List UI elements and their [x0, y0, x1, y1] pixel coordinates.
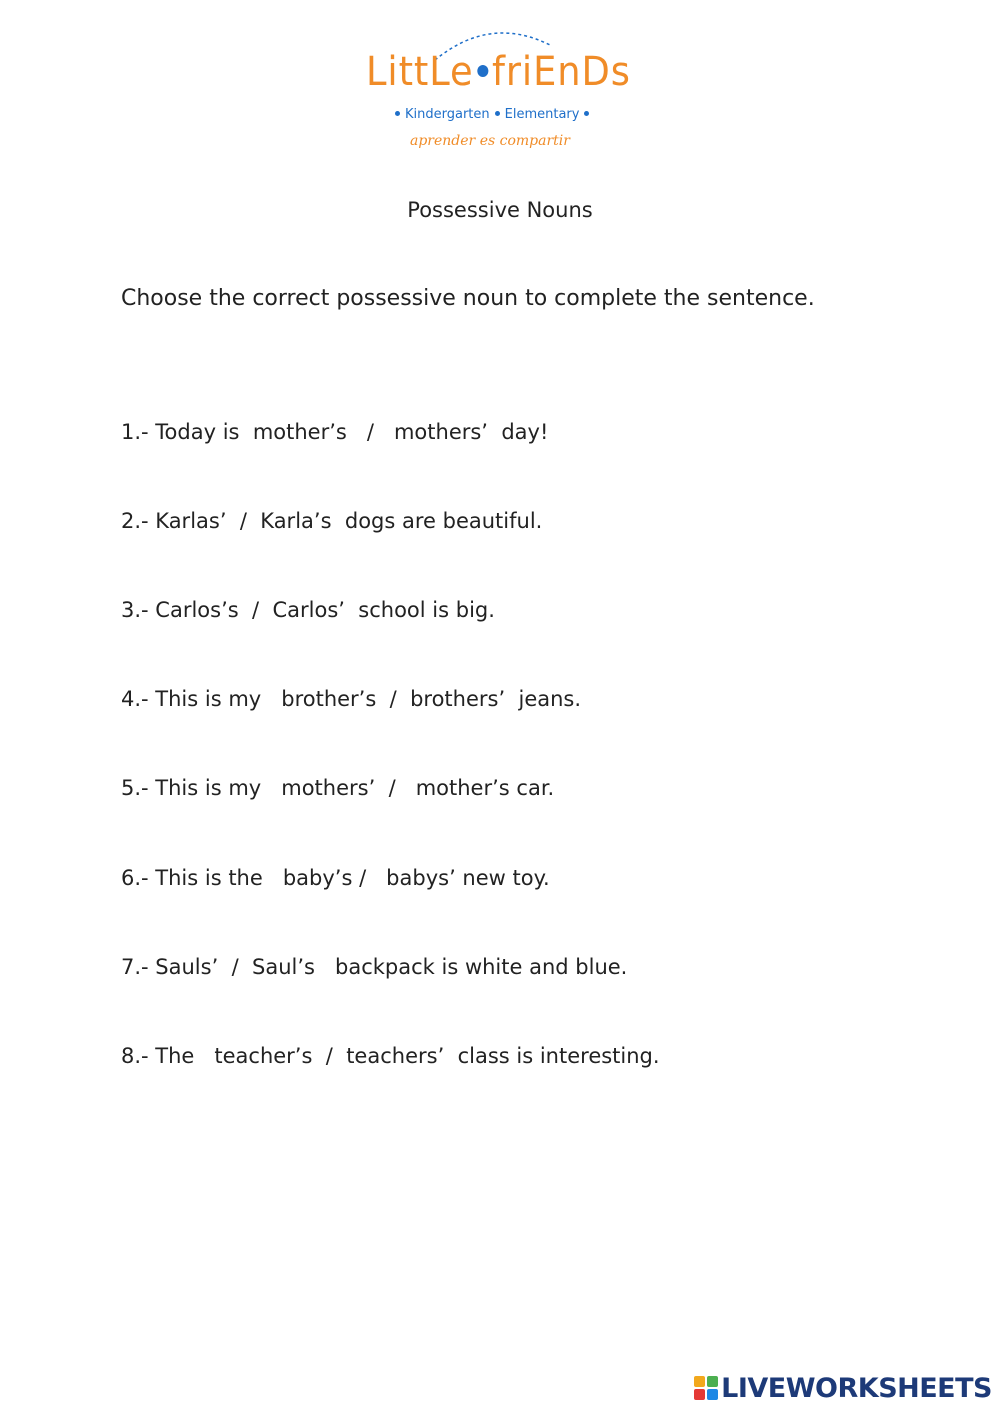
- bullet-icon: [584, 111, 589, 116]
- question-6: 6.- This is the baby’s / babys’ new toy.: [121, 866, 550, 890]
- logo-subtitle-item: Kindergarten: [405, 107, 490, 122]
- question-5: 5.- This is my mothers’ / mother’s car.: [121, 776, 555, 800]
- question-7: 7.- Sauls’ / Saul’s backpack is white and blue.: [121, 955, 628, 979]
- question-3: 3.- Carlos’s / Carlos’ school is big.: [121, 598, 495, 622]
- logo-subtitle-item: Elementary: [504, 107, 580, 122]
- question-2: 2.- Karlas’ / Karla’s dogs are beautiful.: [121, 509, 543, 533]
- bullet-icon: [495, 111, 500, 116]
- liveworksheets-text: LIVEWORKSHEETS: [721, 1372, 992, 1404]
- logo-tagline: aprender es compartir: [410, 133, 570, 149]
- question-4: 4.- This is my brother’s / brothers’ jeans.: [121, 687, 582, 711]
- liveworksheets-icon: [694, 1376, 718, 1400]
- page-title: Possessive Nouns: [407, 198, 593, 222]
- logo-title-right: friEnDs: [492, 49, 631, 95]
- question-8: 8.- The teacher’s / teachers’ class is interesting.: [121, 1044, 660, 1068]
- liveworksheets-logo: [694, 1373, 992, 1403]
- bullet-icon: [395, 111, 400, 116]
- logo-subtitle: [390, 107, 594, 122]
- question-1: 1.- Today is mother’s / mothers’ day!: [121, 420, 549, 444]
- logo-dot-icon: [477, 65, 488, 77]
- school-logo: [360, 25, 650, 160]
- logo-title-left: LittLe: [366, 49, 474, 95]
- logo-title: [366, 49, 631, 95]
- instruction-text: Choose the correct possessive noun to complete the sentence.: [121, 286, 815, 311]
